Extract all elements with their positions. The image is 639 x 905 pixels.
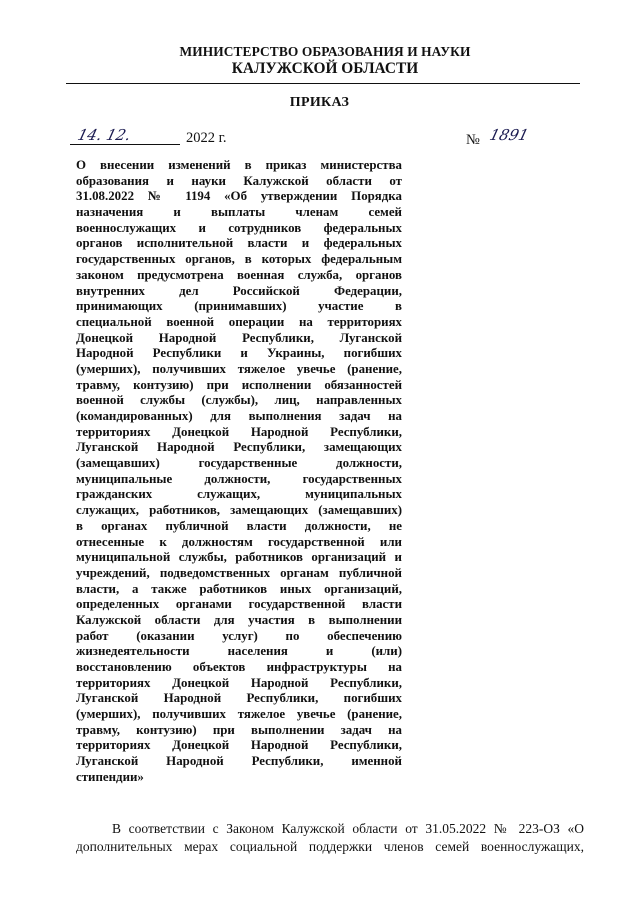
subject-line: внутренних дел Российской Федерации, bbox=[76, 283, 402, 298]
subject-line: работ (оказании услуг) по обеспечению bbox=[76, 628, 402, 643]
subject-line: восстановлению объектов инфраструктуры на bbox=[76, 660, 402, 674]
number-sign: № bbox=[466, 132, 480, 148]
subject-line: определенных органами государственной власти bbox=[76, 597, 402, 612]
subject-line: стипендии» bbox=[76, 769, 144, 784]
subject-line: Луганской Народной Республики, погибших bbox=[76, 691, 402, 706]
subject-line: органов исполнительной власти и федеральных bbox=[76, 236, 402, 251]
document-type-title: ПРИКАЗ bbox=[289, 95, 350, 110]
subject-line: Донецкой Народной Республики, Луганской bbox=[76, 330, 402, 345]
region-name: КАЛУЖСКОЙ ОБЛАСТИ bbox=[231, 60, 419, 77]
subject-line: государственных органов, в которых федеральным bbox=[76, 252, 402, 267]
date-blank-line bbox=[70, 126, 180, 145]
subject-line: травму, контузию) при исполнении обязанностей bbox=[76, 377, 402, 392]
subject-line: законом предусмотрена военная служба, органов bbox=[76, 267, 402, 282]
subject-line: в органах публичной власти должности, не bbox=[76, 518, 402, 533]
subject-line: территориях Донецкой Народной Республики, bbox=[76, 424, 402, 439]
header-divider bbox=[66, 83, 580, 84]
subject-line: гражданских служащих, муниципальных bbox=[76, 487, 402, 502]
subject-line: военнослужащих и сотрудников федеральных bbox=[76, 220, 402, 235]
subject-line: власти, а также работников иных организаций, bbox=[76, 581, 402, 596]
body-line: дополнительных мерах социальной поддержки членов семей военнослужащих, bbox=[76, 838, 584, 854]
subject-line: Народной Республики и Украины, погибших bbox=[76, 346, 402, 361]
subject-line: жизнедеятельности населения и (или) bbox=[76, 644, 402, 659]
subject-line: назначения и выплаты членам семей bbox=[76, 205, 402, 220]
subject-line: муниципальной службы, работников организаций и bbox=[76, 550, 402, 565]
handwritten-date: 14. 12. bbox=[75, 126, 133, 144]
subject-line: (умерших), получивших тяжелое увечье (ранение, bbox=[76, 361, 402, 376]
subject-line: принимающих (принимавших) участие в bbox=[76, 299, 402, 314]
subject-line: отнесенные к должностям государственной или bbox=[76, 534, 402, 549]
subject-line: территориях Донецкой Народной Республики, bbox=[76, 738, 402, 753]
order-subject bbox=[76, 158, 402, 786]
subject-line: специальной военной операции на территориях bbox=[76, 314, 402, 329]
subject-line: травму, контузию) при выполнении задач на bbox=[76, 722, 402, 737]
subject-line: образования и науки Калужской области от bbox=[76, 173, 402, 188]
subject-line: (командированных) для выполнения задач на bbox=[76, 409, 402, 423]
order-date bbox=[70, 126, 227, 147]
order-number bbox=[466, 126, 558, 149]
subject-line: служащих, работников, замещающих (замещавших) bbox=[76, 503, 402, 518]
subject-line: 31.08.2022 № 1194 «Об утверждении Порядка bbox=[76, 189, 402, 204]
order-body bbox=[76, 820, 584, 855]
subject-line: учреждений, подведомственных органам публичной bbox=[76, 565, 402, 580]
handwritten-number: 1891 bbox=[487, 126, 531, 144]
subject-line: Луганской Народной Республики, именной bbox=[76, 754, 402, 769]
subject-line: Луганской Народной Республики, замещающих bbox=[76, 440, 402, 455]
ministry-name: МИНИСТЕРСТВО ОБРАЗОВАНИЯ И НАУКИ bbox=[179, 44, 471, 59]
subject-line: муниципальные должности, государственных bbox=[76, 471, 402, 486]
subject-line: Калужской области для участия в выполнении bbox=[76, 612, 402, 627]
number-field bbox=[487, 126, 558, 144]
subject-line: О внесении изменений в приказ министерства bbox=[76, 158, 402, 172]
letterhead bbox=[70, 44, 580, 77]
body-line: В соответствии с Законом Калужской области от 31.05.2022 № 223-ОЗ «О bbox=[112, 821, 584, 836]
subject-line: (умерших), получивших тяжелое увечье (ранение, bbox=[76, 707, 402, 722]
date-suffix: г. bbox=[218, 130, 227, 146]
subject-line: военной службы (службы), лиц, направленных bbox=[76, 393, 402, 408]
subject-line: территориях Донецкой Народной Республики, bbox=[76, 675, 402, 690]
subject-line: (замещавших) государственные должности, bbox=[76, 456, 402, 471]
date-year: 2022 bbox=[186, 130, 215, 146]
